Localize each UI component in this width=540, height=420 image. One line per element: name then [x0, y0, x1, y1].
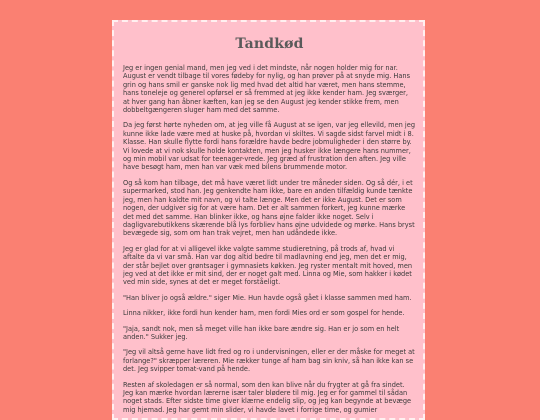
story-paragraph: Jeg er glad for at vi alligevel ikke valgte samme studieretning, på trods af, hvad vi aftalte da vi var små. Han var dog altid bedre til madlavning end jeg, men det er mig, der står bejlet over grøntsager i gymnasiets køkken. Jeg ryster mentalt mit hoved, men jeg ved at det ikke er mit sind, der er noget galt med. Linna og Mie, som hakker i kødet ved min side, synes at det er meget forståeligt. [123, 244, 413, 287]
story-paragraph: "Jeg vil altså gerne have lidt fred og ro i undervisningen, eller er der måske for meget at forlange?" skræpper læreren. Mie rækker tunge af ham bag sin kniv, så han ikke kan se det. Jeg svipper tomat-vand på hende. [123, 348, 415, 374]
story-paragraph: Og så kom han tilbage, det må have været lidt under tre måneder siden. Og så dér, i et supermarked, stod han. Jeg genkendte ham ikke, bare en anden tilfældig kunde tænkte jeg, men han kaldte mit navn, og vi talte længe. Men det er ikke August. Det er som nogen, der udgiver sig for at være ham. Det er alt sammen forkert, jeg kunne mærke det med det samme. Han blinker ikke, og hans øjne falder ikke noget. Selv i dagligvarebutikkens skærende blå lys forbliev hans øjne udvidede og mørke. Hans bryst bevægede sig, som om han trak vejret, men han udåndede ikke. [123, 178, 415, 238]
story-paragraph: Jeg er ingen genial mand, men jeg ved i det mindste, når nogen holder mig for nar. August er vendt tilbage til vores fødeby for nylig, og han prøver på at snyde mig. Hans grin og hans smil er ganske nok lig med hvad det altid har været, men hans stemme, hans toneleje og generel opførsel er så fremmed at jeg ikke kender ham. Jeg sværger, at hver gang han åbner kæften, kan jeg se den August jeg kender stikke frem, men dobbeltgængeren sluger ham med det samme. [123, 64, 411, 115]
story-paragraph: Da jeg først hørte nyheden om, at jeg ville få August at se igen, var jeg ellevild, men jeg kunne ikke lade være med at huske på, hvordan vi skiltes. Vi sagde sidst farvel midt i 8. Klasse. Han skulle flytte fordi hans forældre havde bedre jobmuligheder i den større by. Vi lovede at vi nok skulle holde kontakten, men jeg husker ikke længere hans nummer, og min mobil var udsat for teenager-vrede. Jeg græd af frustration den aften. Jeg ville have besøgt ham, men han var væk med bilens brummende motor. [123, 121, 416, 172]
story-paragraph: Linna nikker, ikke fordi hun kender ham, men fordi Mies ord er som gospel for hende. [123, 309, 405, 318]
story-paragraph: "Han bliver jo også ældre." siger Mie. Hun havde også gået i klasse sammen med ham. [123, 293, 412, 302]
story-title: Tandkød [235, 36, 304, 52]
story-paragraph: "Jaja, sandt nok, men så meget ville han ikke bare ændre sig. Han er jo som en helt anden." Sukker jeg. [123, 324, 400, 341]
story-paragraph: Resten af skoledagen er så normal, som den kan blive når du frygter at gå fra sindet. Jeg kan mærke hvordan lærerne især taler blødere til mig. Jeg er for gammel til sådan noget stads. Efter sidste time giver klærne endelig slip, og jeg kan begynde at bevæge mig hjemad. Jeg har gemt min slider, vi havde lavet i forrige time, og gumier [123, 380, 412, 414]
story-page [112, 20, 425, 420]
